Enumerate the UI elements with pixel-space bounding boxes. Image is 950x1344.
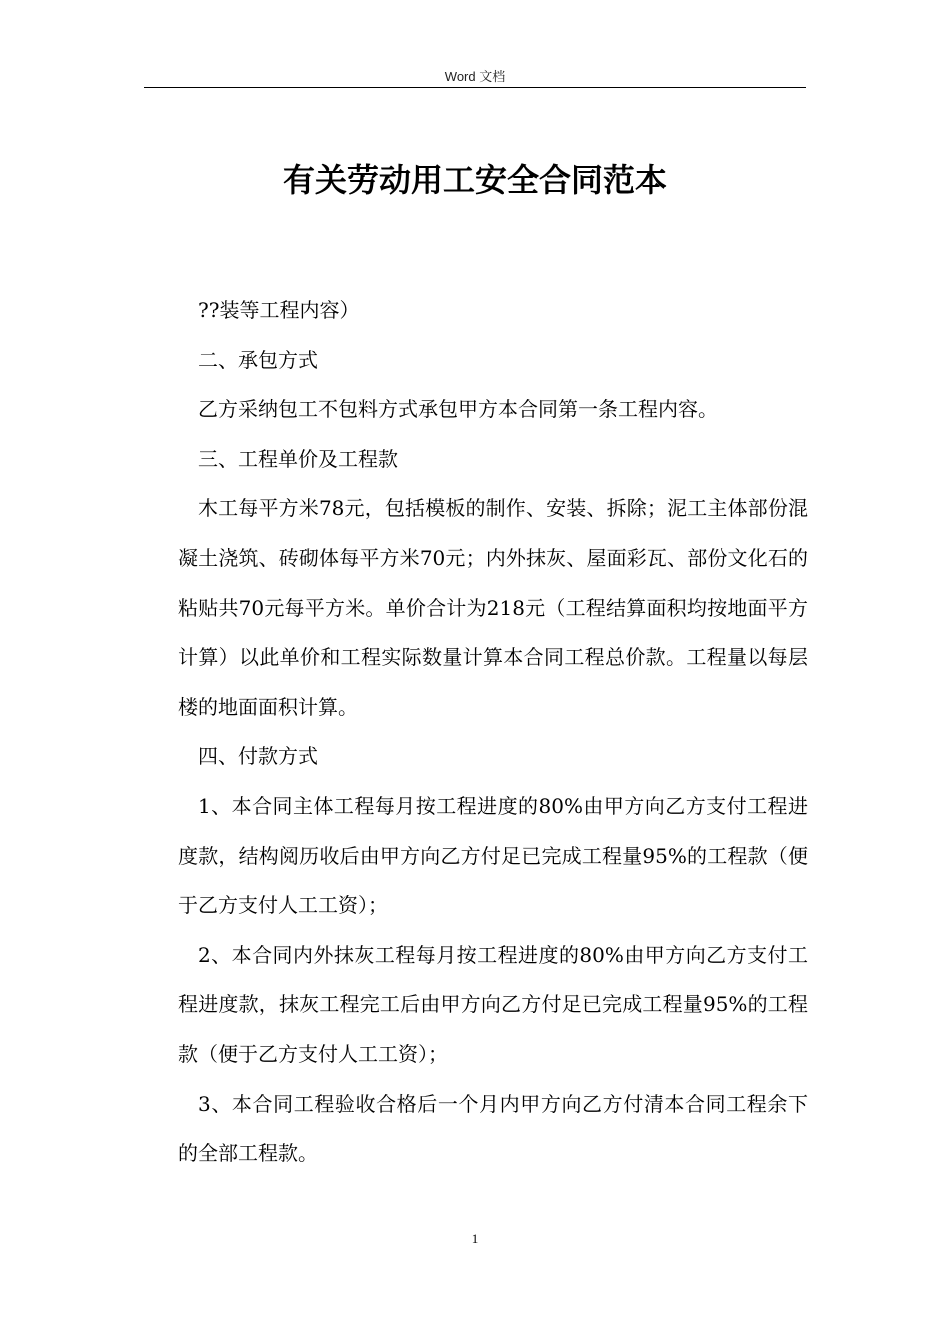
header-divider — [144, 87, 806, 88]
paragraph-payment-1: 1、本合同主体工程每月按工程进度的80%由甲方向乙方支付工程进度款，结构阅历收后由甲方向乙方付足已完成工程量95%的工程款（便于乙方支付人工工资）； — [178, 793, 808, 918]
page-number: 1 — [471, 1231, 479, 1246]
header-label: Word 文档 — [444, 69, 506, 84]
paragraph-1: ??装等工程内容） — [198, 298, 360, 322]
document-body — [178, 286, 808, 1179]
paragraph-unit-price: 木工每平方米78元，包括模板的制作、安装、拆除；泥工主体部份混凝土浇筑、砖砌体每平方米70元；内外抹灰、屋面彩瓦、部份文化石的粘贴共70元每平方米。单价合计为218元（工程结算面积均按地面平方计算）以此单价和工程实际数量计算本合同工程总价款。工程量以每层楼的地面面积计算。 — [178, 496, 808, 719]
document-title: 有关劳动用工安全合同范本 — [282, 161, 667, 199]
section-heading-payment: 四、付款方式 — [198, 744, 318, 769]
paragraph-payment-2: 2、本合同内外抹灰工程每月按工程进度的80%由甲方向乙方支付工程进度款，抹灰工程完工后由甲方向乙方付足已完成工程量95%的工程款（便于乙方支付人工工资）； — [178, 942, 808, 1066]
paragraph-contract-method: 乙方采纳包工不包料方式承包甲方本合同第一条工程内容。 — [198, 397, 718, 422]
section-heading-unit-price: 三、工程单价及工程款 — [198, 446, 398, 471]
section-heading-contract-method: 二、承包方式 — [198, 347, 318, 372]
paragraph-payment-3: 3、本合同工程验收合格后一个月内甲方向乙方付清本合同工程余下的全部工程款。 — [178, 1091, 808, 1166]
